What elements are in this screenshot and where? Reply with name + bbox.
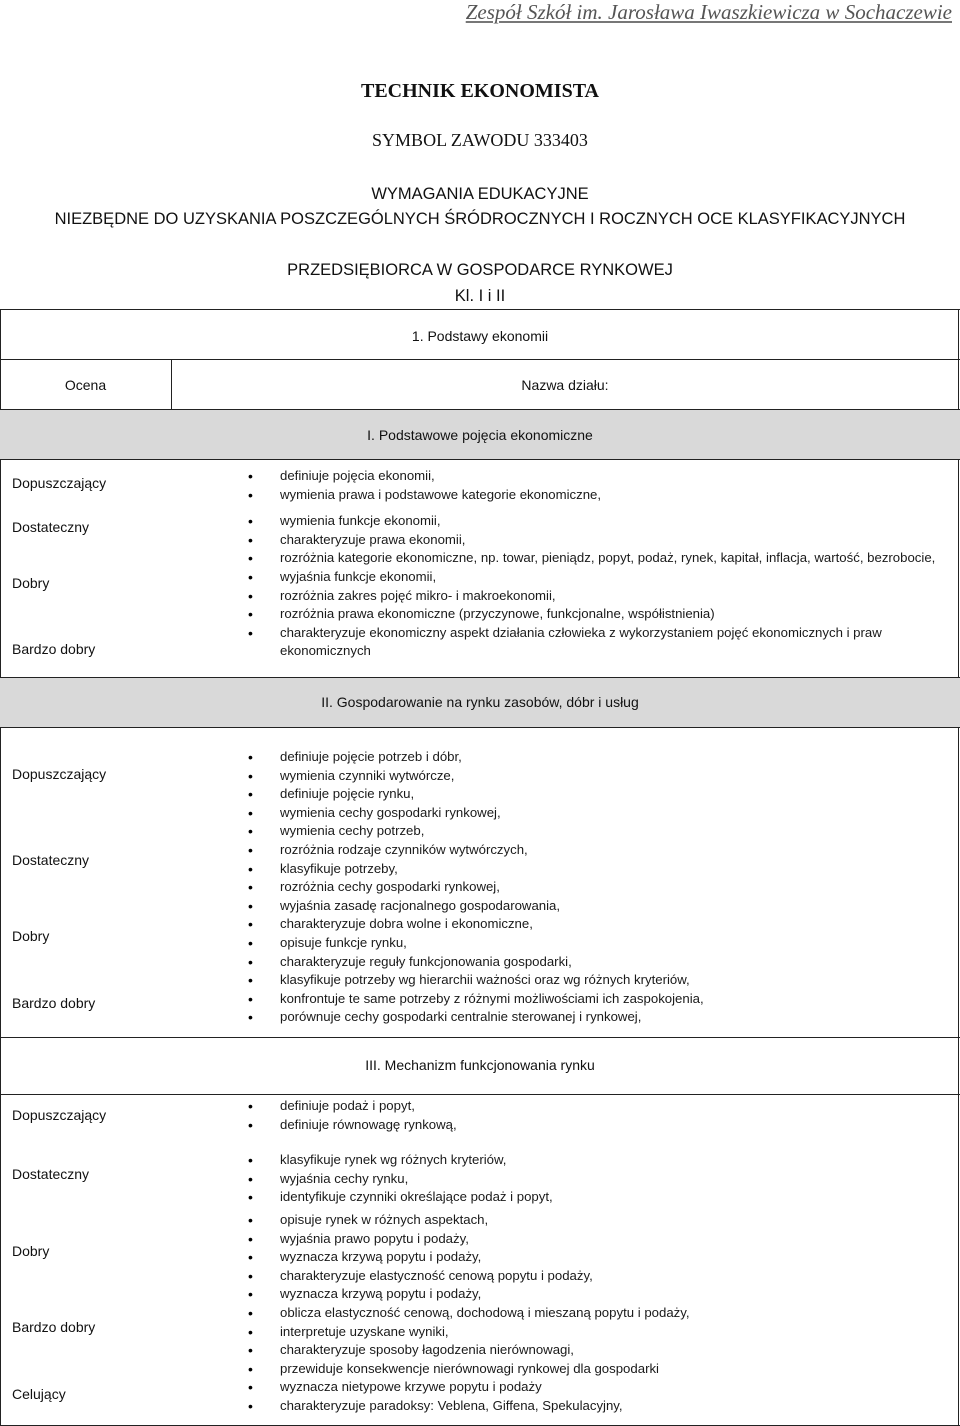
grade-label: Bardzo dobry (12, 995, 96, 1011)
list-item: • wyjaśnia prawo popytu i podaży, (242, 1230, 942, 1249)
document-title: TECHNIK EKONOMISTA (361, 80, 599, 102)
list-item: • wymienia cechy gospodarki rynkowej, (242, 804, 942, 823)
list-item: • wyjaśnia cechy rynku, (242, 1170, 942, 1189)
list-item: • wyjaśnia funkcje ekonomii, (242, 568, 942, 587)
profession-symbol: SYMBOL ZAWODU 333403 (372, 130, 588, 150)
grade-label: Dostateczny (12, 1166, 90, 1182)
subject-name: PRZEDSIĘBIORCA W GOSPODARCE RYNKOWEJ (287, 261, 673, 279)
list-item: • charakteryzuje elastyczność cenową popytu i podaży, (242, 1267, 942, 1286)
grade-column-header: Ocena (64, 377, 107, 393)
list-item: • wyjaśnia zasadę racjonalnego gospodarowania, (242, 897, 942, 916)
list-item: • charakteryzuje reguły funkcjonowania gospodarki, (242, 953, 942, 972)
list-item: • wyznacza nietypowe krzywe popytu i podaży (242, 1378, 942, 1397)
requirements-list (242, 1097, 942, 1416)
list-item: • charakteryzuje dobra wolne i ekonomiczne, (242, 915, 942, 934)
section-title: II. Gospodarowanie na rynku zasobów, dóbr i usług (321, 694, 639, 710)
list-item: • opisuje rynek w różnych aspektach, (242, 1211, 942, 1230)
section-title-row (0, 1037, 960, 1094)
grade-label: Dobry (12, 575, 50, 591)
list-item: • charakteryzuje prawa ekonomii, (242, 531, 942, 550)
section-title: III. Mechanizm funkcjonowania rynku (365, 1057, 595, 1073)
list-item: • charakteryzuje ekonomiczny aspekt działania człowieka z wykorzystaniem pojęć ekonomicznych i praw ekonomicznych (242, 624, 942, 661)
school-name-header: Zespół Szkół im. Jarosława Iwaszkiewicza w Sochaczewie (465, 0, 952, 24)
list-item: • rozróżnia zakres pojęć mikro- i makroekonomii, (242, 587, 942, 606)
class-level: Kl. I i II (454, 287, 506, 305)
requirements-list (242, 467, 942, 661)
list-item: • oblicza elastyczność cenową, dochodową i mieszaną popytu i podaży, (242, 1304, 942, 1323)
requirements-list (242, 748, 942, 1027)
list-item: • rozróżnia kategorie ekonomiczne, np. towar, pieniądz, popyt, podaż, rynek, kapitał, inflacja, wartość, bezrobocie, (242, 549, 942, 568)
grade-label: Dopuszczający (12, 766, 107, 782)
section-body (0, 459, 960, 677)
list-item: • wymienia cechy potrzeb, (242, 822, 942, 841)
list-item: • definiuje podaż i popyt, (242, 1097, 942, 1116)
grade-label: Celujący (12, 1386, 66, 1402)
list-item: • wymienia funkcje ekonomii, (242, 512, 942, 531)
grade-label: Dostateczny (12, 519, 90, 535)
list-item: • porównuje cechy gospodarki centralnie sterowanej i rynkowej, (242, 1008, 942, 1027)
list-item: • rozróżnia rodzaje czynników wytwórczych, (242, 841, 942, 860)
grade-label: Dostateczny (12, 852, 90, 868)
module-row (0, 309, 960, 359)
list-item: • konfrontuje te same potrzeby z różnymi możliwościami ich zaspokojenia, (242, 990, 942, 1009)
section-title: I. Podstawowe pojęcia ekonomiczne (367, 427, 593, 443)
section-column-header: Nazwa działu: (521, 377, 609, 393)
list-item: • opisuje funkcje rynku, (242, 934, 942, 953)
list-item: • interpretuje uzyskane wyniki, (242, 1323, 942, 1342)
list-item: • przewiduje konsekwencje nierównowagi rynkowej dla gospodarki (242, 1360, 942, 1379)
header-row (0, 359, 960, 409)
grade-label: Dobry (12, 928, 50, 944)
list-item: • wymienia prawa i podstawowe kategorie ekonomiczne, (242, 486, 942, 505)
list-item: • charakteryzuje paradoksy: Veblena, Giffena, Spekulacyjny, (242, 1397, 942, 1416)
requirements-subheading: NIEZBĘDNE DO UZYSKANIA POSZCZEGÓLNYCH ŚRÓDROCZNYCH I ROCZNYCH OCE KLASYFIKACYJNYCH (54, 210, 906, 228)
list-item: • charakteryzuje sposoby łagodzenia nierównowagi, (242, 1341, 942, 1360)
grade-label: Bardzo dobry (12, 641, 96, 657)
list-item: • definiuje równowagę rynkową, (242, 1116, 942, 1135)
grade-label: Dopuszczający (12, 1107, 107, 1123)
list-item: • definiuje pojęcie rynku, (242, 785, 942, 804)
list-item: • definiuje pojęcia ekonomii, (242, 467, 942, 486)
grade-label: Dopuszczający (12, 475, 107, 491)
list-item: • definiuje pojęcie potrzeb i dóbr, (242, 748, 942, 767)
section-title-row (0, 677, 960, 727)
list-item: • identyfikuje czynniki określające podaż i popyt, (242, 1188, 942, 1207)
list-item: • rozróżnia cechy gospodarki rynkowej, (242, 878, 942, 897)
list-item: • klasyfikuje potrzeby, (242, 860, 942, 879)
module-title: 1. Podstawy ekonomii (411, 328, 549, 344)
list-item: • wymienia czynniki wytwórcze, (242, 767, 942, 786)
list-item: • wyznacza krzywą popytu i podaży, (242, 1285, 942, 1304)
list-item: • wyznacza krzywą popytu i podaży, (242, 1248, 942, 1267)
requirements-heading: WYMAGANIA EDUKACYJNE (371, 185, 589, 203)
section-body (0, 727, 960, 1037)
list-item: • klasyfikuje rynek wg różnych kryteriów, (242, 1151, 942, 1170)
section-body (0, 1094, 960, 1426)
list-item: • rozróżnia prawa ekonomiczne (przyczynowe, funkcjonalne, współistnienia) (242, 605, 942, 624)
list-item: • klasyfikuje potrzeby wg hierarchii ważności oraz wg różnych kryteriów, (242, 971, 942, 990)
grade-label: Bardzo dobry (12, 1319, 96, 1335)
grade-label: Dobry (12, 1243, 50, 1259)
section-title-row (0, 409, 960, 459)
